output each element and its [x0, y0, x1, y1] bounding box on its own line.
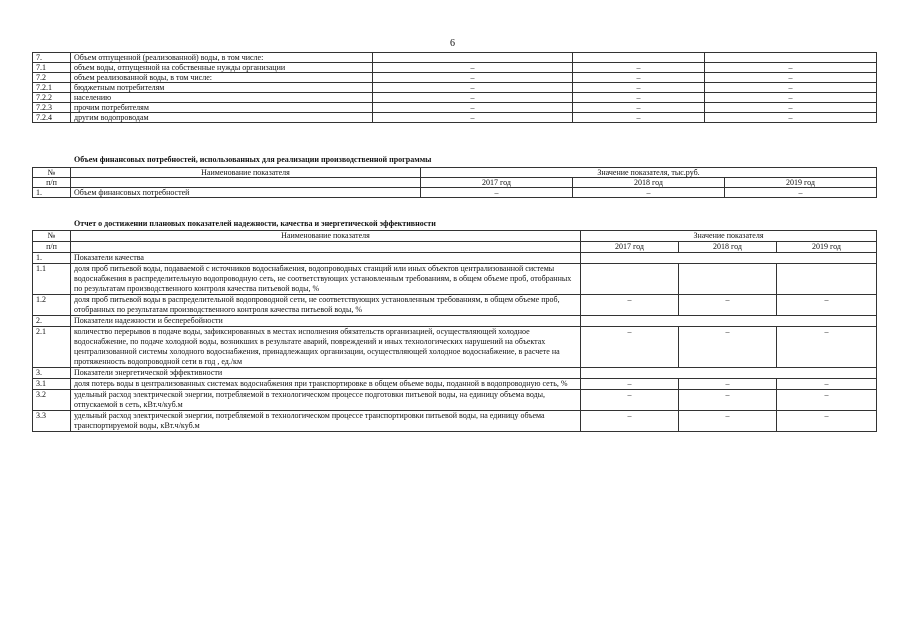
row-name: объем реализованной воды, в том числе:: [71, 73, 373, 83]
value-cell: –: [581, 327, 679, 368]
value-cell: –: [581, 379, 679, 390]
table-row: [33, 390, 877, 411]
value-cell: –: [373, 83, 573, 93]
value-cell: [573, 53, 705, 63]
value-cell: –: [777, 390, 877, 411]
value-cell: –: [705, 103, 877, 113]
financial-needs-table: [32, 167, 877, 198]
row-number: 3.2: [33, 390, 71, 411]
year-header: 2019 год: [777, 242, 877, 253]
table-row: [33, 93, 877, 103]
value-cell: –: [705, 73, 877, 83]
table-row: [33, 53, 877, 63]
value-cell: –: [679, 379, 777, 390]
row-name: Показатели энергетической эффективности: [71, 368, 581, 379]
row-name: доля потерь воды в централизованных системах водоснабжения при транспортировке в общем объеме воды, поданной в водопроводную сеть, %: [71, 379, 581, 390]
table-row: [33, 188, 877, 198]
value-cell: –: [705, 63, 877, 73]
table-row: [33, 103, 877, 113]
row-name: удельный расход электрической энергии, потребляемой в технологическом процессе транспортировки питьевой воды, на единицу объема транспортируемой воды, кВт.ч/куб.м: [71, 411, 581, 432]
year-header: 2017 год: [581, 242, 679, 253]
col-num-header: №: [33, 168, 71, 178]
row-number: 1.: [33, 253, 71, 264]
value-cell: –: [581, 411, 679, 432]
value-cell: –: [573, 83, 705, 93]
table-row: [33, 379, 877, 390]
value-cell: –: [705, 93, 877, 103]
water-volume-table: [32, 52, 877, 123]
year-header: 2019 год: [725, 178, 877, 188]
value-cell: –: [705, 113, 877, 123]
value-cell: –: [573, 63, 705, 73]
indicators-caption: Отчет о достижении плановых показателей надежности, качества и энергетической эффективности: [74, 219, 436, 228]
value-cell: –: [573, 73, 705, 83]
value-cell: –: [777, 379, 877, 390]
section-row: [33, 316, 877, 327]
table-header-row: [33, 178, 877, 188]
row-name: прочим потребителям: [71, 103, 373, 113]
value-cell: –: [373, 113, 573, 123]
value-cell: –: [373, 73, 573, 83]
value-cell: [373, 53, 573, 63]
row-name: Объем отпущенной (реализованной) воды, в том числе:: [71, 53, 373, 63]
value-cell: –: [581, 295, 679, 316]
value-cell: –: [581, 390, 679, 411]
row-name: другим водопроводам: [71, 113, 373, 123]
empty-cell: [71, 242, 581, 253]
empty-cell: [581, 253, 877, 264]
row-name: объем воды, отпущенной на собственные нужды организации: [71, 63, 373, 73]
table-header-row: [33, 242, 877, 253]
row-number: 2.1: [33, 327, 71, 368]
row-number: 2.: [33, 316, 71, 327]
empty-cell: [581, 368, 877, 379]
row-number: 7.1: [33, 63, 71, 73]
value-cell: –: [573, 188, 725, 198]
table-row: [33, 411, 877, 432]
row-name: Показатели качества: [71, 253, 581, 264]
col-num-subheader: п/п: [33, 242, 71, 253]
col-num-subheader: п/п: [33, 178, 71, 188]
empty-cell: [581, 316, 877, 327]
table-row: [33, 63, 877, 73]
row-number: 1.1: [33, 264, 71, 295]
value-cell: –: [679, 390, 777, 411]
value-cell: –: [725, 188, 877, 198]
value-cell: –: [705, 83, 877, 93]
year-header: 2017 год: [421, 178, 573, 188]
table-row: [33, 327, 877, 368]
table-header-row: [33, 231, 877, 242]
row-name: бюджетным потребителям: [71, 83, 373, 93]
value-cell: –: [777, 295, 877, 316]
row-number: 7.2: [33, 73, 71, 83]
section-row: [33, 253, 877, 264]
value-cell: –: [373, 93, 573, 103]
row-name: удельный расход электрической энергии, потребляемой в технологическом процессе подготовки питьевой воды, на единицу объема воды, отпускаемой в сеть, кВт.ч/куб.м: [71, 390, 581, 411]
row-name: количество перерывов в подаче воды, зафиксированных в местах исполнения обязательств организацией, осуществляющей холодное водоснабжение, по подаче холодной воды, возникших в результате аварий, повреждений и иных технологических нарушений на объектах централизованной системы холодного водоснабжения, принадлежащих организации, осуществляющей холодное водоснабжение, в расчете на протяженность водопроводной сети в год , ед./км: [71, 327, 581, 368]
row-name: населению: [71, 93, 373, 103]
value-cell: –: [679, 295, 777, 316]
col-name-header: Наименование показателя: [71, 231, 581, 242]
table-row: [33, 264, 877, 295]
year-header: 2018 год: [679, 242, 777, 253]
row-number: 7.2.1: [33, 83, 71, 93]
financial-needs-caption: Объем финансовых потребностей, использованных для реализации производственной программы: [74, 155, 432, 164]
row-name: доля проб питьевой воды, подаваемой с источников водоснабжения, водопроводных станций или иных объектов централизованной системы водоснабжения в распределительную водопроводную сеть, не соответствующих установленным требованиям, в общем объеме проб, отобранных по результатам производственного контроля качества питьевой воды, %: [71, 264, 581, 295]
col-num-header: №: [33, 231, 71, 242]
row-number: 7.2.3: [33, 103, 71, 113]
value-cell: –: [679, 327, 777, 368]
row-name: Показатели надежности и бесперебойности: [71, 316, 581, 327]
col-value-header: Значение показателя: [581, 231, 877, 242]
table-row: [33, 73, 877, 83]
value-cell: –: [373, 103, 573, 113]
row-number: 1.: [33, 188, 71, 198]
row-number: 7.2.4: [33, 113, 71, 123]
section-row: [33, 368, 877, 379]
value-cell: –: [573, 113, 705, 123]
value-cell: –: [373, 63, 573, 73]
value-cell: –: [777, 327, 877, 368]
table-row: [33, 113, 877, 123]
table-row: [33, 295, 877, 316]
row-number: 7.2.2: [33, 93, 71, 103]
row-number: 3.1: [33, 379, 71, 390]
value-cell: [705, 53, 877, 63]
row-number: 3.3: [33, 411, 71, 432]
value-cell: –: [679, 411, 777, 432]
table-header-row: [33, 168, 877, 178]
row-number: 7.: [33, 53, 71, 63]
row-number: 1.2: [33, 295, 71, 316]
page-number: 6: [450, 38, 455, 49]
table-row: [33, 83, 877, 93]
indicators-table: [32, 230, 877, 432]
row-number: 3.: [33, 368, 71, 379]
empty-cell: [71, 178, 421, 188]
row-name: Объем финансовых потребностей: [71, 188, 421, 198]
year-header: 2018 год: [573, 178, 725, 188]
value-cell: [777, 264, 877, 295]
value-cell: [581, 264, 679, 295]
col-value-header: Значение показателя, тыс.руб.: [421, 168, 877, 178]
col-name-header: Наименование показателя: [71, 168, 421, 178]
value-cell: –: [777, 411, 877, 432]
row-name: доля проб питьевой воды в распределительной водопроводной сети, не соответствующих установленным требованиям, в общем объеме проб, отобранных по результатам производственного контроля качества питьевой воды, %: [71, 295, 581, 316]
value-cell: [679, 264, 777, 295]
value-cell: –: [573, 93, 705, 103]
value-cell: –: [573, 103, 705, 113]
value-cell: –: [421, 188, 573, 198]
